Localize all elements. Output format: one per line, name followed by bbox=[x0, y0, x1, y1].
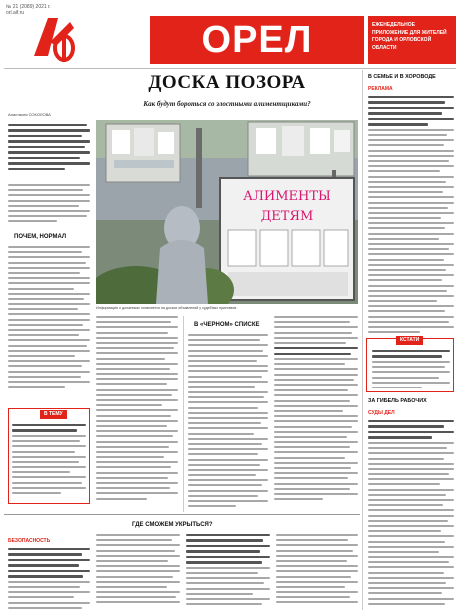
section-heading-debt: ПОЧЕМ, НОРМАЛ bbox=[14, 234, 67, 240]
sidebar-text-1 bbox=[368, 96, 454, 334]
footer-text-3 bbox=[186, 534, 270, 610]
photo-sign-line2: ДЕТЯМ bbox=[260, 209, 314, 224]
article-photo bbox=[96, 120, 358, 304]
section-heading-list: В «ЧЕРНОМ» СПИСКЕ bbox=[194, 322, 260, 328]
footer-text-4 bbox=[276, 534, 358, 610]
photo-alimony-board bbox=[96, 120, 358, 304]
middle-column-text-1 bbox=[96, 316, 178, 514]
sidebar-heading-bottom: ЗА ГИБЕЛЬ РАБОЧИХ bbox=[368, 398, 427, 404]
footer-divider bbox=[4, 514, 360, 515]
masthead-title-banner bbox=[150, 16, 364, 64]
masthead-divider bbox=[4, 68, 456, 69]
sidebar-divider bbox=[362, 70, 363, 610]
lead-paragraph bbox=[8, 124, 90, 178]
masthead-promo: ЕЖЕНЕДЕЛЬНОЕ ПРИЛОЖЕНИЕ ДЛЯ ЖИТЕЛЕЙ ГОРОДА И ОРЛОВСКОЙ ОБЛАСТИ bbox=[368, 16, 456, 64]
by-the-way-tag: КСТАТИ bbox=[396, 336, 423, 345]
article-byline: Анастасия СОКОЛОВА bbox=[8, 112, 51, 117]
article-headline: ДОСКА ПОЗОРА bbox=[148, 72, 306, 93]
by-the-way-text bbox=[372, 350, 450, 388]
photo-caption: Информация о должниках появляется на досках объявлений у судебных приставов. bbox=[96, 306, 238, 310]
footer-text-2 bbox=[96, 534, 180, 610]
masthead-title: ОРЕЛ bbox=[201, 18, 313, 61]
footer-heading: ГДЕ СМОЖЕМ УКРЫТЬСЯ? bbox=[132, 522, 213, 528]
footer-tag: БЕЗОПАСНОСТЬ bbox=[8, 538, 51, 544]
footer-text-1 bbox=[8, 548, 90, 610]
sidebar-text-2 bbox=[368, 420, 454, 608]
masthead bbox=[4, 4, 456, 66]
by-theme-text bbox=[12, 424, 86, 500]
article-subhead: Как будут бороться со злостными алиментщиками? bbox=[143, 100, 311, 108]
left-column-text-2 bbox=[8, 246, 90, 398]
middle-column-text-2 bbox=[188, 334, 268, 512]
sidebar-tag-top: РЕКЛАМА bbox=[368, 86, 393, 92]
left-column-text-1 bbox=[8, 184, 90, 228]
issue-site: orl.aif.ru bbox=[6, 10, 25, 16]
issue-number: № 21 (2089) 2021 г. bbox=[6, 4, 51, 10]
sidebar-tag-bottom: СУДЫ ДЕЛ bbox=[368, 410, 395, 416]
photo-sign-line1: АЛИМЕНТЫ bbox=[243, 189, 331, 204]
column-divider bbox=[183, 316, 184, 512]
sidebar-heading-top: В СЕМЬЕ И В ХОРОВОДЕ bbox=[368, 74, 436, 80]
middle-column-text-3 bbox=[274, 316, 358, 512]
aif-logo bbox=[30, 12, 78, 64]
by-theme-tag: В ТЕМУ bbox=[40, 410, 67, 419]
